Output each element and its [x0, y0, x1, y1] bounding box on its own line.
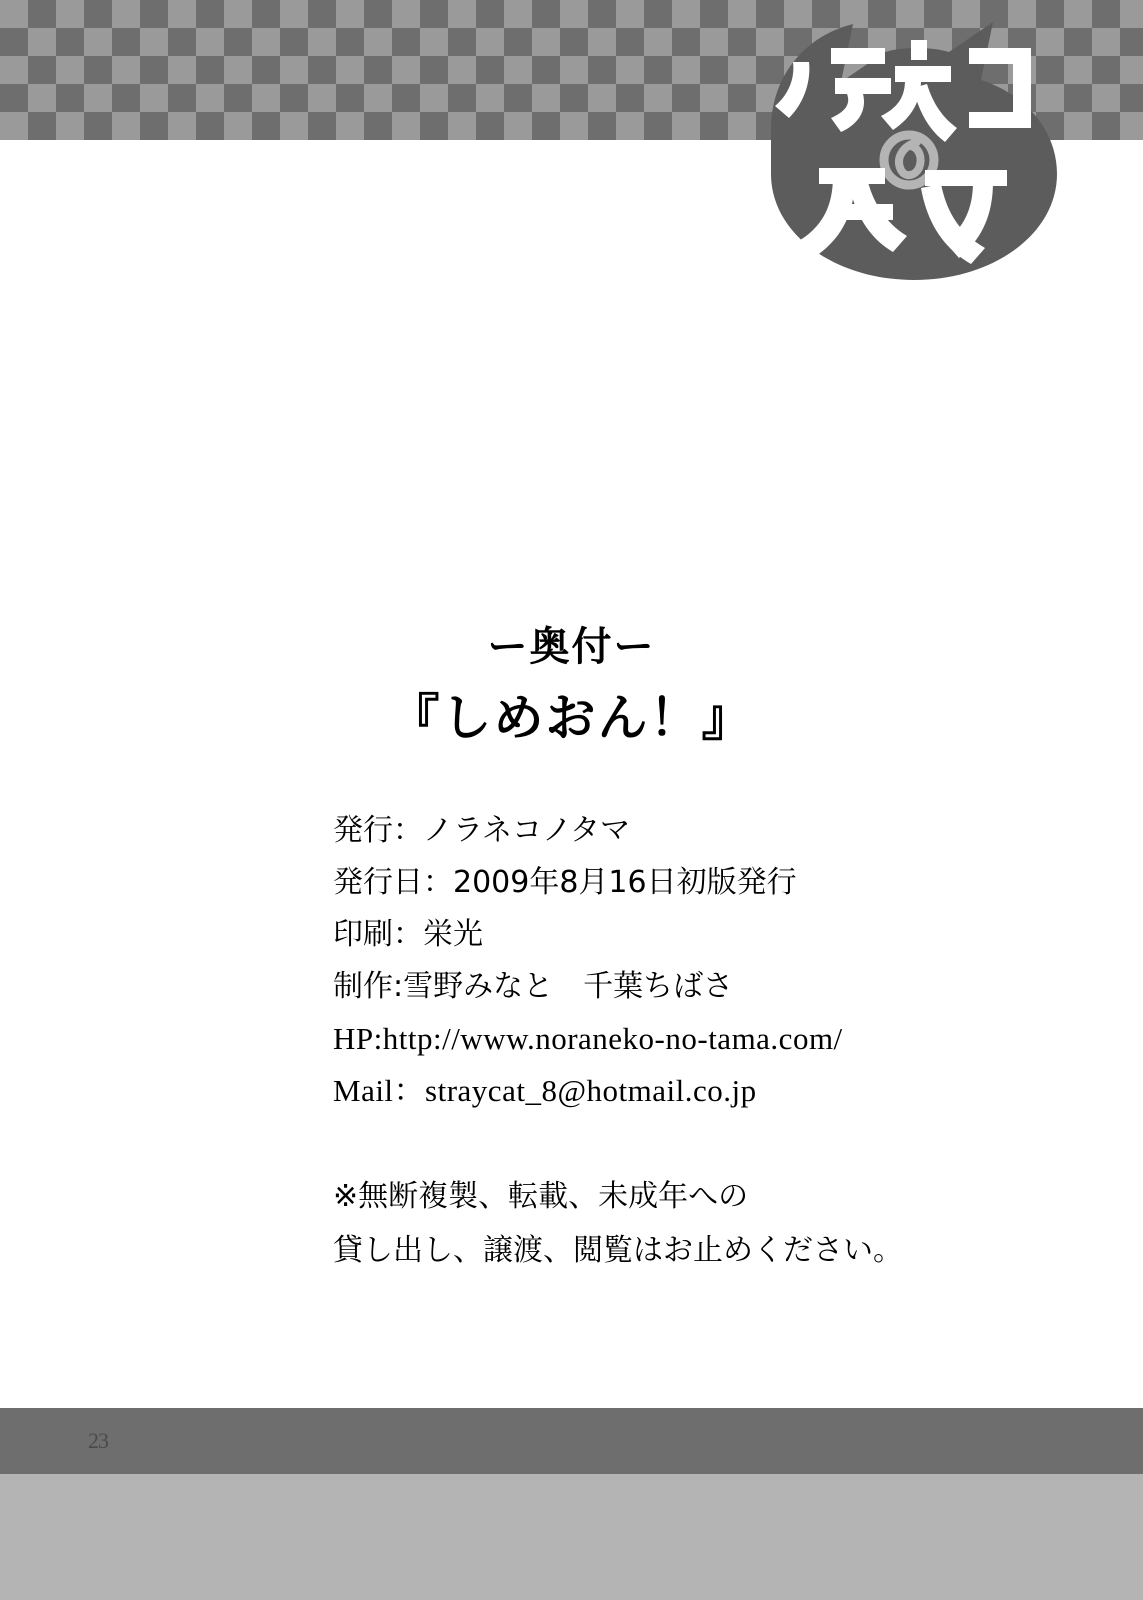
copyright-notice — [333, 1170, 1093, 1278]
homepage-line[interactable]: HP:http://www.noraneko-no-tama.com/ — [333, 1021, 843, 1056]
footer-bar — [0, 1408, 1143, 1474]
staff-line: 制作:雪野みなと 千葉ちばさ — [333, 969, 734, 1004]
notice-line-1: ※無断複製、転載、未成年への — [333, 1179, 749, 1214]
notice-line-2: 貸し出し、譲渡、閲覧はお止めください。 — [333, 1233, 903, 1268]
publication-date-line: 発行日：2009年8月16日初版発行 — [333, 865, 797, 900]
printer-line: 印刷：栄光 — [333, 917, 483, 952]
colophon-header — [0, 625, 1143, 746]
mail-line[interactable]: Mail：straycat_8@hotmail.co.jp — [333, 1073, 757, 1108]
publisher-line: 発行：ノラネコノタマ — [333, 813, 630, 848]
footer-strip — [0, 1474, 1143, 1600]
page-number: 23 — [88, 1428, 108, 1453]
colophon-heading: ー奥付ー — [487, 624, 656, 670]
noraneko-no-tama-cat-logo — [735, 18, 1065, 286]
colophon-info-block — [333, 805, 1053, 1117]
work-title: 『しめおん！』 — [389, 689, 754, 747]
